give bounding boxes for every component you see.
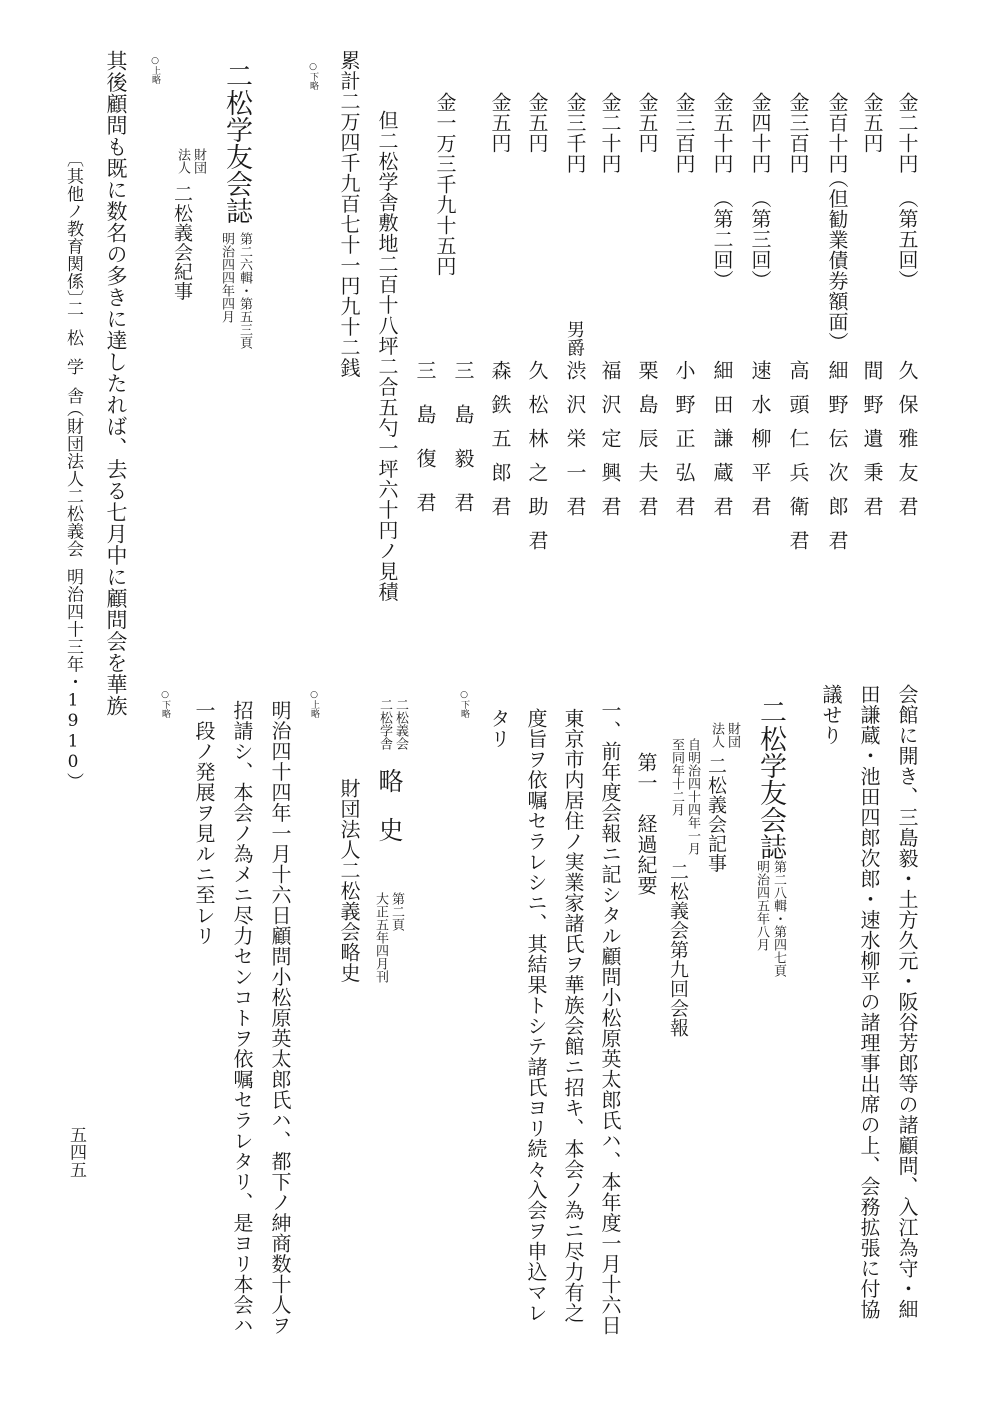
donation-name-14: 三島復君 bbox=[413, 360, 437, 536]
bottom-label: 〔其他ノ教育関係〕 bbox=[63, 150, 83, 308]
ryaku-below-1: ○下略 bbox=[308, 62, 318, 90]
donation-note-6: （第二回） bbox=[710, 188, 734, 291]
donation-name-11: 久松林之助君 bbox=[525, 360, 549, 564]
magazine-date-1: 明治四四年四月 bbox=[219, 232, 234, 323]
donation-amount-11: 金五円 bbox=[525, 92, 549, 154]
donation-amount-7: 金三百円 bbox=[672, 92, 696, 174]
continuation-line-1: 会館に開き、三島毅・土方久元・阪谷芳郎等の諸顧問、入江為守・細 bbox=[895, 684, 919, 1320]
history-sub: 財団法人二松義会略史 bbox=[337, 778, 361, 983]
magazine-issue-1: 第二六輯・第五三頁 bbox=[237, 232, 252, 349]
ryaku-above-1: ○上略 bbox=[150, 56, 160, 84]
history-date: 大正五年四月刊 bbox=[373, 892, 388, 983]
donation-note-1: （第五回） bbox=[895, 188, 919, 291]
period-from: 自明治四十四年一月 bbox=[685, 738, 700, 855]
report-line-4: タリ bbox=[487, 708, 511, 749]
land-note: 但二松学舎敷地二百十八坪二合五勺一坪六十円ノ見積 bbox=[375, 110, 399, 602]
donation-name-13: 三島毅君 bbox=[451, 360, 475, 536]
continuation-line-2: 田謙蔵・池田四郎次郎・速水柳平の諸理事出席の上、会務拡張に付協 bbox=[857, 684, 881, 1320]
report-line-3: 度旨ヲ依嘱セラレシニ、其結果トシテ諸氏ヨリ続々入会ヲ申込マレ bbox=[524, 708, 548, 1323]
donation-name-4: 高頭仁兵衛君 bbox=[786, 360, 810, 564]
donation-amount-2: 金五円 bbox=[860, 92, 884, 154]
donation-amount-10: 金三千円 bbox=[563, 92, 587, 174]
history-pub-2: 二松学舎 bbox=[377, 698, 392, 750]
magazine-sub-2: 二松義会記事 bbox=[705, 756, 727, 873]
bottom-school: 二松学舎 bbox=[63, 300, 83, 416]
donation-amount-3: 金百十円 bbox=[825, 92, 849, 174]
donation-name-6: 細田謙蔵君 bbox=[710, 360, 734, 530]
report-line-2: 東京市内居住ノ実業家諸氏ヲ華族会館ニ招キ、本会ノ為ニ尽力有之 bbox=[561, 708, 585, 1323]
zaidan-1a: 財団 bbox=[191, 148, 206, 174]
donation-total: 累計二万四千九百七十一円九十二銭 bbox=[337, 50, 361, 378]
donation-amount-6: 金五十円 bbox=[710, 92, 734, 174]
bottom-year: 明治四十三年・1910） bbox=[63, 568, 83, 790]
donation-name-8: 栗島辰夫君 bbox=[635, 360, 659, 530]
donation-name-3: 細野伝次郎君 bbox=[825, 360, 849, 564]
donation-name-9: 福沢定興君 bbox=[598, 360, 622, 530]
history-line-1: 明治四十四年一月十六日顧問小松原英太郎氏ハ、都下ノ紳商数十人ヲ bbox=[268, 700, 292, 1336]
donation-name-7: 小野正弘君 bbox=[672, 360, 696, 530]
donation-name-12: 森鉄五郎君 bbox=[488, 360, 512, 530]
history-title: 略史 bbox=[375, 768, 404, 866]
page-number: 五四五 bbox=[66, 1126, 86, 1179]
body-line-1: 其後顧問も既に数名の多きに達したれば、去る七月中に顧問会を華族 bbox=[104, 50, 128, 717]
donation-amount-8: 金五円 bbox=[635, 92, 659, 154]
history-page: 第二頁 bbox=[389, 892, 404, 931]
magazine-issue-2: 第二八輯・第四七頁 bbox=[771, 860, 786, 977]
history-line-2: 招請シ、本会ノ為メニ尽力センコトヲ依嘱セラレタリ、是ヨリ本会ハ bbox=[230, 700, 254, 1336]
donation-title-10: 男爵 bbox=[564, 320, 585, 357]
donation-name-1: 久保雅友君 bbox=[895, 360, 919, 530]
donation-amount-5: 金四十円 bbox=[748, 92, 772, 174]
magazine-title-1: 二松学友会誌 bbox=[221, 62, 252, 224]
zaidan-2b: 法人 bbox=[709, 722, 724, 748]
magazine-date-2: 明治四五年八月 bbox=[754, 860, 769, 951]
donation-amount-4: 金三百円 bbox=[786, 92, 810, 174]
ryaku-below-2: ○下略 bbox=[459, 690, 469, 718]
donation-name-2: 間野遺秉君 bbox=[860, 360, 884, 530]
zaidan-2a: 財団 bbox=[725, 722, 740, 748]
section-head: 第一 経過紀要 bbox=[634, 752, 658, 896]
report-line-1: 一、前年度会報ニ記シタル顧問小松原英太郎氏ハ、本年度一月十六日 bbox=[598, 700, 622, 1336]
donation-name-10: 渋沢栄一君 bbox=[563, 360, 587, 530]
history-line-3: 一段ノ発展ヲ見ルニ至レリ bbox=[192, 700, 216, 946]
donation-amount-1: 金二十円 bbox=[895, 92, 919, 174]
continuation-line-3: 議せり bbox=[819, 684, 843, 746]
donation-amount-13: 金一万三千九十五円 bbox=[433, 92, 457, 277]
magazine-title-2: 二松学友会誌 bbox=[755, 698, 786, 860]
donation-name-5: 速水柳平君 bbox=[748, 360, 772, 530]
zaidan-1b: 法人 bbox=[175, 148, 190, 174]
report-title: 二松義会第九回会報 bbox=[667, 862, 689, 1038]
donation-amount-12: 金五円 bbox=[488, 92, 512, 154]
ryaku-below-3: ○下略 bbox=[160, 690, 170, 718]
history-pub-1: 二松義会 bbox=[393, 698, 408, 750]
magazine-sub-1: 二松義会紀事 bbox=[171, 184, 193, 301]
donation-amount-9: 金二十円 bbox=[598, 92, 622, 174]
period-to: 至同年十二月 bbox=[669, 738, 684, 816]
donation-note-5: （第三回） bbox=[748, 188, 772, 291]
donation-note-3: （但勧業債券額面） bbox=[825, 168, 849, 353]
bottom-org: （財団法人二松義会 bbox=[63, 400, 83, 558]
ryaku-above-2: ○上略 bbox=[309, 690, 319, 718]
